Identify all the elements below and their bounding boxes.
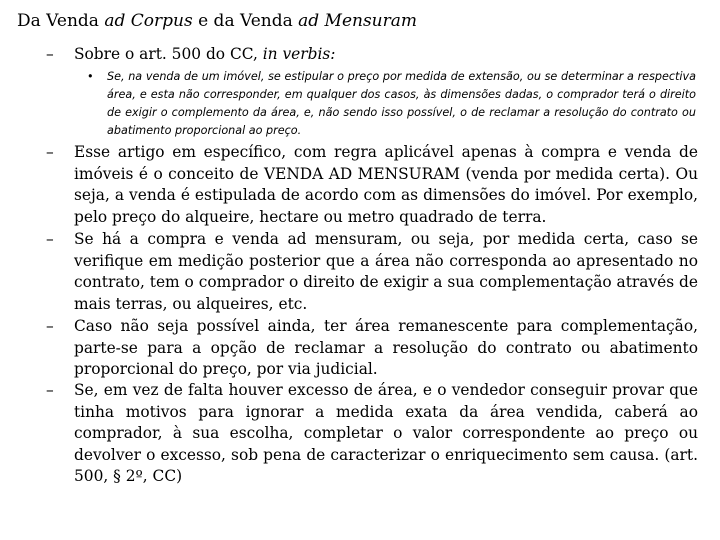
list-item-complementacao <box>46 229 698 315</box>
list-item-text <box>74 44 698 66</box>
round-bullet-icon: • <box>87 70 94 83</box>
quote-item <box>87 68 696 140</box>
quote-text: Se, na venda de um imóvel, se estipular o preço por medida de extensão, ou se determinar a respectiva área, e esta não corresponder, em qualquer dos casos, às dimensões dadas, o comprador terá o direito de exigir o complemento da área, e, não sendo isso possível, o de reclamar a resolução do contrato ou abatimento proporcional ao preço. <box>107 70 696 137</box>
dash-bullet-icon: – <box>46 317 54 335</box>
title-italic-ad-corpus: ad Corpus <box>104 11 193 31</box>
dash-bullet-icon: – <box>46 45 54 63</box>
slide-title <box>17 10 417 32</box>
list-item-text: Se, em vez de falta houver excesso de área, e o vendedor conseguir provar que tinha motivos para ignorar a medida exata da área vendida, caberá ao comprador, à sua escolha, completar o valor correspondente ao preço ou devolver o excesso, sob pena de caracterizar o enriquecimento sem causa. (art. 500, § 2º, CC) <box>74 381 698 485</box>
title-italic-ad-mensuram: ad Mensuram <box>298 11 418 31</box>
dash-bullet-icon: – <box>46 230 54 248</box>
list-item-text-italic: in verbis: <box>262 45 336 63</box>
list-item-text: Caso não seja possível ainda, ter área remanescente para complementação, parte-se para a opção de reclamar a resolução do contrato ou abatimento proporcional do preço, por via judicial. <box>74 317 698 378</box>
dash-bullet-icon: – <box>46 143 54 161</box>
dash-bullet-icon: – <box>46 381 54 399</box>
list-item-text-regular: Sobre o art. 500 do CC, <box>74 45 263 63</box>
list-item-text: Esse artigo em específico, com regra aplicável apenas à compra e venda de imóveis é o conceito de VENDA AD MENSURAM (venda por medida certa). Ou seja, a venda é estipulada de acordo com as dimensões do imóvel. Por exemplo, pelo preço do alqueire, hectare ou metro quadrado de terra. <box>74 143 698 226</box>
title-text-part: e da Venda <box>192 11 299 31</box>
list-item-art-500 <box>46 44 698 66</box>
list-item-excesso-area <box>46 380 698 488</box>
list-item-resolucao <box>46 316 698 381</box>
title-text-part: Da Venda <box>17 11 105 31</box>
list-item-ad-mensuram-concept <box>46 142 698 228</box>
list-item-text: Se há a compra e venda ad mensuram, ou seja, por medida certa, caso se verifique em medição posterior que a área não corresponda ao apresentado no contrato, tem o comprador o direito de exigir a sua complementação através de mais terras, ou alqueires, etc. <box>74 230 698 313</box>
